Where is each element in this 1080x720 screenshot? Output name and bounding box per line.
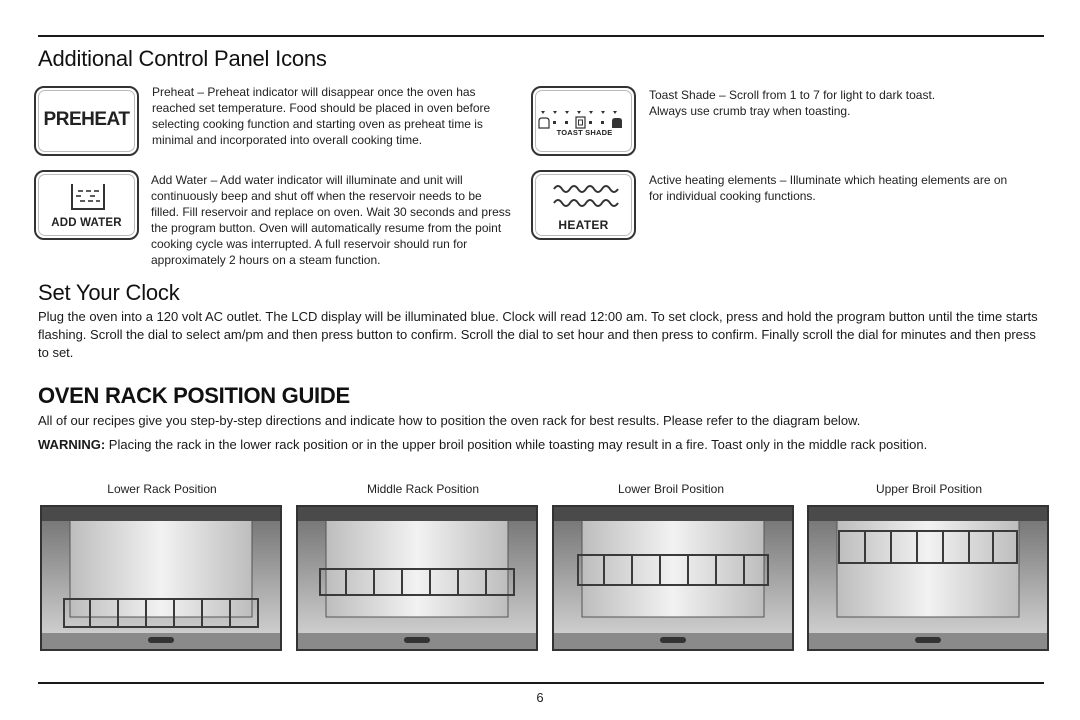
heater-description: Active heating elements – Illuminate which heating elements are on for individual cooking functions.: [649, 173, 1008, 203]
toast-shade-description: Toast Shade – Scroll from 1 to 7 for light to dark toast. Always use crumb tray when toasting.: [649, 88, 936, 118]
preheat-description: Preheat – Preheat indicator will disappear once the oven has reached set temperature. Food should be placed in oven before selecting cooking function and starting oven as preheat time is minimal and incorporated into overall cooking time.: [152, 85, 491, 147]
heater-icon: [531, 170, 636, 240]
warning-label: WARNING:: [38, 437, 106, 452]
oven-interior-illustration: [809, 507, 1047, 649]
rack-label-upper-broil: Upper Broil Position: [875, 482, 983, 496]
add-water-icon: [34, 170, 139, 240]
section-title-control-icons: Additional Control Panel Icons: [38, 46, 327, 71]
section-title-rack-guide: OVEN RACK POSITION GUIDE: [38, 383, 350, 408]
oven-interior-illustration: [298, 507, 536, 649]
page-number: 6: [536, 690, 544, 705]
heater-icon-label: HEATER: [558, 218, 609, 232]
heating-element-icon: [552, 181, 620, 211]
water-reservoir-icon: [70, 182, 106, 212]
rack-photo-lower: [40, 505, 282, 651]
rack-intro: All of our recipes give you step-by-step directions and indicate how to position the oven rack for best results. Please refer to the diagram below.: [38, 413, 861, 428]
rack-photo-middle: [296, 505, 538, 651]
add-water-icon-label: ADD WATER: [51, 217, 122, 229]
section-title-set-clock: Set Your Clock: [38, 280, 180, 305]
toast-shade-icon: [531, 86, 636, 156]
oven-interior-illustration: [554, 507, 792, 649]
clock-instructions: Plug the oven into a 120 volt AC outlet. The LCD display will be illuminated blue. Clock will read 12:00 am. To set clock, press and hold the program button until the time starts flashing. Scroll the dial to select am/pm and then press button to confirm. Scroll the dial to set hour and then press to confirm. Finally scroll the dial for minutes and then press to set.: [38, 309, 1038, 360]
add-water-description: Add Water – Add water indicator will illuminate and unit will continuously beep and shut off when the reservoir needs to be filled. Fill reservoir and replace on oven. Wait 30 seconds and press the program button. Oven will automatically resume from the point cooking cycle was interrupted. A full reservoir should run for approximately 2 hours on a steam function.: [151, 173, 511, 267]
rack-warning: [38, 436, 1042, 454]
top-rule: [38, 35, 1044, 37]
rack-photo-upper-broil: [807, 505, 1049, 651]
toast-shade-icon-label: TOAST SHADE: [556, 128, 613, 137]
rack-label-lower: Lower Rack Position: [107, 482, 217, 496]
toast-shade-scale-icon: [536, 108, 632, 138]
rack-photo-lower-broil: [552, 505, 794, 651]
bottom-rule: [38, 682, 1044, 684]
rack-label-middle: Middle Rack Position: [366, 482, 480, 496]
oven-interior-illustration: [42, 507, 280, 649]
preheat-icon: [34, 86, 139, 156]
preheat-icon-label: PREHEAT: [43, 109, 130, 130]
warning-text: Placing the rack in the lower rack position or in the upper broil position while toasting may result in a fire. Toast only in the middle rack position.: [105, 437, 928, 452]
rack-label-lower-broil: Lower Broil Position: [617, 482, 725, 496]
